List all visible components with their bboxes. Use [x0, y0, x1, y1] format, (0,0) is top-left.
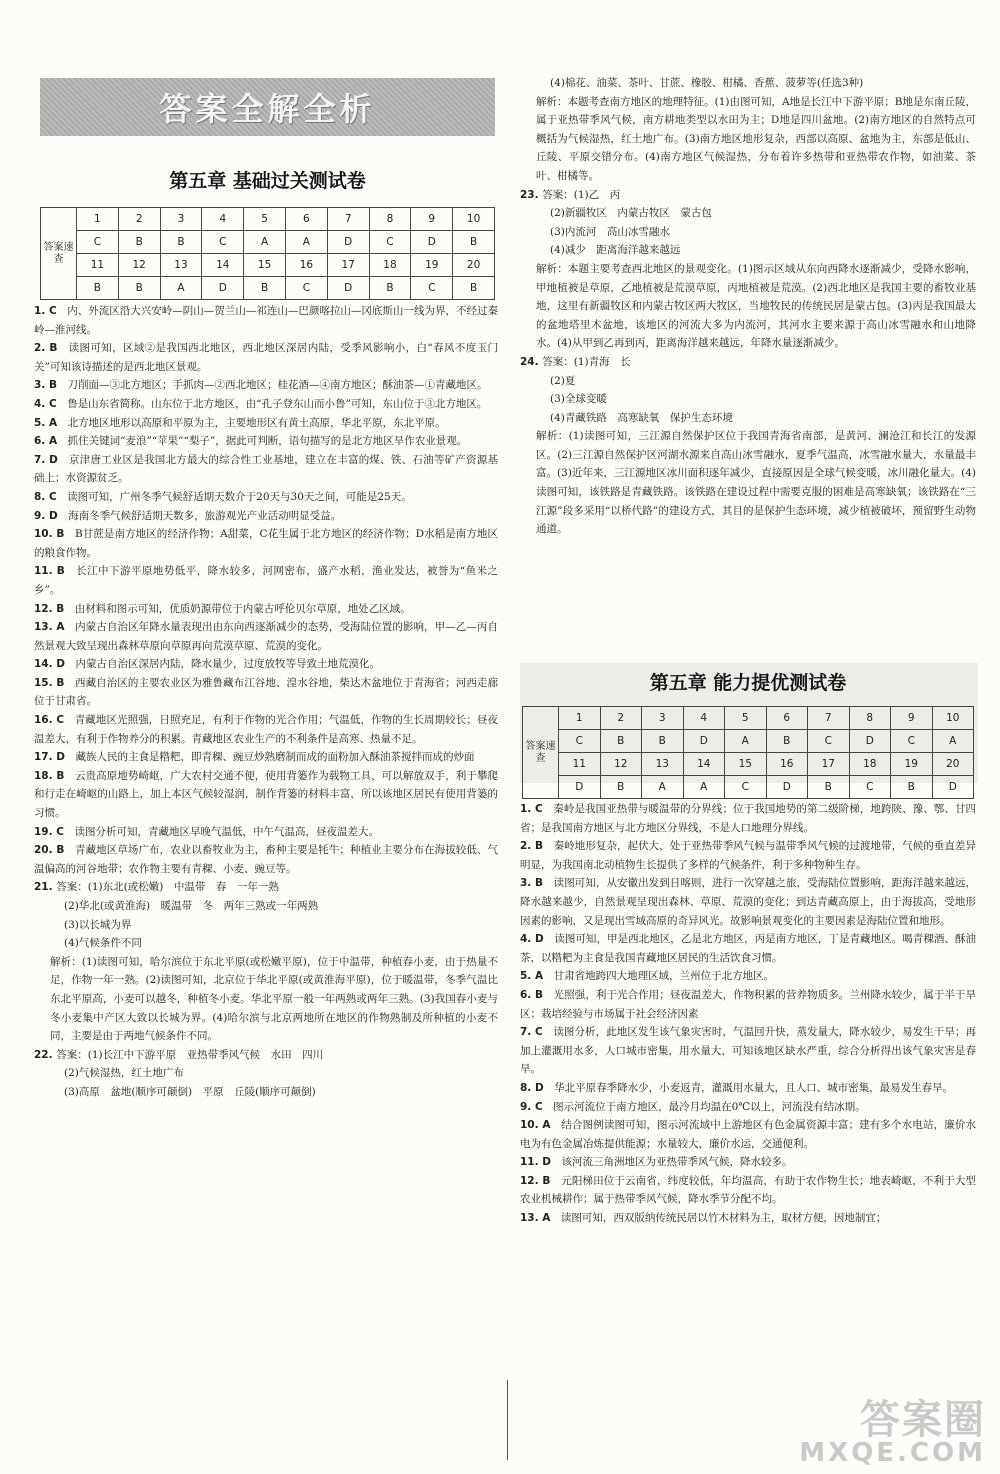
answer-number: 14. D [34, 658, 76, 671]
answer-letter: C [808, 730, 850, 753]
answer-letter: D [202, 277, 244, 300]
answer-explanation: 海南冬季气候舒适期天数多，旅游观光产业活动明显受益。 [68, 509, 342, 522]
answer-item [34, 525, 498, 562]
answer-letter: C [77, 231, 119, 254]
answer-item [34, 841, 498, 878]
right-top-answers [520, 74, 976, 539]
answer-item [520, 930, 976, 967]
question-number: 3 [642, 707, 684, 730]
answer-letter: D [766, 776, 808, 799]
answer-item [34, 655, 498, 674]
answer-explanation: B甘蔗是南方地区的经济作物；A甜菜，C花生属于北方地区的经济作物；D水稻是南方地区的粮食作物。 [34, 528, 498, 559]
answer-line-text: (4)气候条件不同 [64, 937, 142, 950]
answer-line [34, 897, 498, 916]
question-number: 20 [453, 254, 495, 277]
answer-letter: D [327, 277, 369, 300]
answer-letter: B [118, 277, 160, 300]
answer-explanation: 青藏地区草场广布，农业以畜牧业为主，畜种主要是牦牛；种植业主要分布在海拔较低、气温偏高的河谷地带；农作物主要有青稞、小麦、豌豆等。 [34, 844, 499, 875]
answer-line [520, 353, 976, 372]
answer-explanation: 该河流三角洲地区为亚热带季风气候，降水较多。 [561, 1156, 793, 1169]
answer-item [520, 1153, 976, 1172]
answer-number: 2. B [520, 840, 554, 853]
question-number: 13 [642, 753, 684, 776]
answer-letter: C [725, 776, 767, 799]
question-number: 1 [559, 707, 601, 730]
answer-table-advanced [522, 706, 974, 799]
question-number: 11 [77, 254, 119, 277]
answer-explanation: 读图可知，区域②是我国西北地区，西北地区深居内陆，受季风影响小，白“春风不度玉门关”可知该诗描述的是西北地区景观。 [34, 342, 498, 373]
watermark-logo-text: 答案圈 [860, 1397, 986, 1443]
question-number: 16 [285, 254, 327, 277]
answer-line [520, 204, 976, 223]
question-number: 14 [683, 753, 725, 776]
answer-item [34, 674, 498, 711]
answer-line-text: (3)内流河 高山冰雪融水 [550, 225, 670, 238]
answer-letter: C [411, 277, 453, 300]
question-number: 17 [327, 254, 369, 277]
answer-explanation: 抓住关键词“麦浪”“苹果”“梨子”，据此可判断，语句描写的是北方地区旱作农业景观。 [67, 435, 468, 448]
answer-table-row [523, 707, 974, 730]
answer-line [34, 1064, 498, 1083]
answer-number: 20. B [34, 844, 75, 857]
answer-item [34, 339, 498, 376]
question-number: 3 [160, 208, 202, 231]
answer-explanation: 京津唐工业区是我国北方最大的综合性工业基地，建立在丰富的煤、铁、石油等矿产资源基础上；水资源贫乏。 [34, 453, 498, 485]
answer-item [34, 767, 498, 823]
answer-line-text: 答案：(1)长江中下游平原 亚热带季风气候 水田 四川 [56, 1048, 324, 1061]
question-number: 6 [766, 707, 808, 730]
question-number: 11 [559, 753, 601, 776]
question-number: 15 [725, 753, 767, 776]
answer-line [520, 186, 976, 205]
answer-line-text: 答案：(1)青海 长 [542, 355, 631, 368]
answer-number: 9. C [520, 1100, 554, 1113]
answer-letter: B [600, 730, 642, 753]
answer-number: 7. C [520, 1026, 554, 1039]
answer-line-text: (3)全球变暖 [550, 393, 607, 406]
answer-item [34, 376, 498, 395]
question-number: 5 [725, 707, 767, 730]
answer-letter: D [849, 730, 891, 753]
question-number: 16 [766, 753, 808, 776]
answer-number: 11. B [34, 565, 77, 578]
question-number: 2 [600, 707, 642, 730]
answer-number: 15. B [34, 676, 75, 689]
answer-explanation: 读图可知，从安徽出发到日喀则，进行一次穿越之旅，受海陆位置影响，距海洋越来越远，降水越来越少，自然景观呈现出森林、草原、荒漠的变化；到达青藏高原上，由于海拔高，受地形因素的影响，又是现出雪域高原的奇异风光。故影响景观变化的主要因素是海陆位置和地形。 [520, 877, 976, 927]
answer-item [520, 1079, 976, 1098]
answer-item [34, 748, 498, 767]
answer-item [520, 1209, 976, 1228]
answer-item [520, 1172, 976, 1209]
section2-title: 第五章 能力提优测试卷 [649, 672, 847, 694]
answer-item [34, 600, 498, 619]
column-divider [507, 1380, 508, 1460]
answer-letter: C [849, 776, 891, 799]
answer-number: 10. A [520, 1119, 562, 1132]
answer-number: 3. B [34, 379, 68, 392]
answer-line [34, 1046, 498, 1065]
answer-explanation: 结合图例读图可知，图示河流域中上游地区有色金属资源丰富；建有多个水电站，廉价水电为有色金属冶炼提供能源；水量较大，廉价水运，交通便利。 [520, 1119, 976, 1150]
question-number: 12 [118, 254, 160, 277]
question-number: 2 [118, 208, 160, 231]
answer-letter: C [891, 730, 933, 753]
answer-letter: C [559, 730, 601, 753]
answer-number: 8. C [34, 490, 68, 503]
answer-item [520, 986, 976, 1023]
answer-banner: 答案全解全析 [40, 78, 495, 136]
answer-letter: B [77, 277, 119, 300]
answer-item [34, 302, 498, 339]
answer-letter: B [453, 277, 495, 300]
question-number: 13 [160, 254, 202, 277]
answer-item [520, 1023, 976, 1079]
question-number: 20 [932, 753, 974, 776]
answer-letter: C [369, 231, 411, 254]
answer-line [520, 372, 976, 391]
answer-item [34, 711, 498, 748]
answer-explanation: 秦岭地形复杂，起伏大，处于亚热带季风气候与温带季风气候的过渡地带，气候的垂直差异明显，为我国南北动植物生长提供了多样的气候条件，利于多种物种生存。 [520, 840, 976, 871]
answer-line-text: 答案：(1)东北(或松嫩) 中温带 春 一年一熟 [56, 881, 279, 894]
answer-explanation: 图示河流位于南方地区，最冷月均温在0℃以上，河流没有结冰期。 [553, 1100, 866, 1113]
answer-number: 4. D [520, 933, 555, 946]
answer-letter: A [160, 277, 202, 300]
answer-explanation: 藏族人民的主食是糌粑，即青稞、豌豆炒熟磨制而成的面粉加入酥油茶搅拌而成的炒面 [75, 751, 475, 764]
answer-analysis: 解析：本题主要考查西北地区的景观变化。(1)图示区域从东向西降水逐渐减少，受降水影响，甲地植被是草原，乙地植被是荒漠草原，丙地植被是荒漠。(2)西北地区是我国主要的畜牧业基地，这里有新疆牧区和内蒙古牧区两大牧区，当地牧民的传统民居是蒙古包。(3)丙是我国最大的盆地塔里木盆地，该地区的河流大多为内流河，其河水主要来源于高山冰雪融水和山地降水。(4)从甲到乙再到丙，距离海洋越来越远，年降水量逐渐减少。 [536, 262, 976, 350]
answer-table-label: 答案速查 [523, 707, 559, 799]
answer-table-row [523, 753, 974, 776]
answer-table-basic [40, 207, 495, 300]
answer-explanation: 甘肃省地跨四大地理区域，兰州位于北方地区。 [553, 970, 775, 983]
answer-number: 1. C [520, 803, 554, 815]
question-number: 8 [369, 208, 411, 231]
question-number: 6 [285, 208, 327, 231]
question-number: 19 [891, 753, 933, 776]
answer-number: 3. B [520, 877, 554, 890]
answer-explanation: 由材料和图示可知，优质奶源带位于内蒙古呼伦贝尔草原，地处乙区域。 [74, 602, 411, 615]
answer-explanation: 读图可知，西双版纳传统民居以竹木材料为主，取材方便，因地制宜； [560, 1212, 887, 1225]
answer-letter: D [932, 776, 974, 799]
answer-item [34, 395, 498, 414]
answer-letter: B [369, 277, 411, 300]
answer-explanation: 云贵高原地势崎岖，广大农村交通不便，使用背篓作为载物工具，可以解放双手，利于攀爬和行走在崎岖的山路上，加上本区气候较湿润，制作背篓的材料丰富，所以该地区居民有使用背篓的习惯。 [34, 769, 499, 820]
answer-explanation: 读图可知，甲是西北地区，乙是北方地区，丙是南方地区，丁是青藏地区。喝青稞酒、酥油茶，以糌粑为主食是我国青藏地区居民的生活饮食习惯。 [520, 933, 976, 964]
answer-line-text: (2)气候湿热，红土地广布 [64, 1067, 184, 1080]
answer-table-row [41, 208, 495, 231]
answer-line-text: (2)夏 [550, 374, 576, 387]
answer-number: 6. B [520, 988, 554, 1001]
question-number: 18 [369, 254, 411, 277]
answer-number: 13. A [520, 1212, 561, 1225]
answer-line-text: 答案：(1)乙 丙 [542, 188, 621, 201]
question-number: 4 [202, 208, 244, 231]
answer-letter: A [725, 730, 767, 753]
answer-explanation: 读图可知，广州冬季气候舒适期天数介于20天与30天之间，可能是25天。 [67, 490, 412, 503]
answer-table-label: 答案速查 [41, 208, 77, 300]
answer-number: 5. A [520, 970, 554, 983]
question-number: 19 [411, 254, 453, 277]
question-number: 12 [600, 753, 642, 776]
answer-explanation: 西藏自治区的主要农业区为雅鲁藏布江谷地、湟水谷地，柴达木盆地位于青海省；河西走廊位于甘肃省。 [34, 676, 499, 708]
answer-number: 17. D [34, 751, 76, 764]
answer-number: 24. [520, 355, 543, 368]
answer-number: 12. B [34, 602, 75, 615]
answer-line-text: (4)减少 距离海洋越来越远 [550, 244, 681, 257]
answer-letter: B [766, 730, 808, 753]
answer-number: 2. B [34, 342, 69, 355]
question-number: 9 [411, 208, 453, 231]
answer-letter: A [932, 730, 974, 753]
answer-item [34, 432, 498, 451]
answer-letter: B [600, 776, 642, 799]
watermark [799, 1397, 986, 1468]
answer-item [34, 823, 498, 842]
question-number: 18 [849, 753, 891, 776]
right-answer-list [520, 800, 976, 1228]
answer-explanation: 长江中下游平原地势低平，降水较多，河网密布，盛产水稻，渔业发达，被誉为“鱼米之乡”。 [34, 565, 498, 596]
answer-item [34, 507, 498, 526]
question-number: 9 [891, 707, 933, 730]
answer-table-row [41, 231, 495, 254]
answer-explanation: 读图分析，此地区发生该气象灾害时，气温回升快，蒸发量大，降水较少，易发生干旱；再加上灌溉用水多，人口城市密集，用水量大，可知该地区缺水严重，综合分析得出该气象灾害是春旱。 [520, 1026, 976, 1076]
answer-letter: B [118, 231, 160, 254]
question-number: 15 [244, 254, 286, 277]
answer-letter: B [642, 730, 684, 753]
answer-letter: D [327, 231, 369, 254]
answer-line [34, 878, 498, 897]
left-answer-list [34, 302, 498, 1102]
answer-explanation: 青藏地区光照强，日照充足，有利于作物的光合作用；气温低，作物的生长周期较长；昼夜温差大，有利于作物养分的积累。青藏地区农业生产的不利条件是高寒、热量不足。 [34, 714, 498, 745]
answer-letter: A [285, 231, 327, 254]
question-number: 17 [808, 753, 850, 776]
answer-item [520, 874, 976, 930]
answer-line [520, 390, 976, 409]
watermark-url: MXQE.COM [799, 1438, 986, 1468]
question-number: 14 [202, 254, 244, 277]
answer-number: 7. D [34, 453, 69, 466]
answer-explanation: 内、外流区沿大兴安岭—阴山—贺兰山—祁连山—巴颜喀拉山—冈底斯山一线为界，不经过秦岭—淮河线。 [34, 305, 499, 336]
question-number: 4 [683, 707, 725, 730]
answer-line-text: (4)青藏铁路 高寒缺氧 保护生态环境 [550, 411, 733, 424]
answer-line [520, 409, 976, 428]
question-number: 5 [244, 208, 286, 231]
answer-item [520, 1098, 976, 1117]
answer-line-text: (3)高原 盆地(顺序可颠倒) 平原 丘陵(顺序可颠倒) [64, 1085, 316, 1098]
answer-item [34, 414, 498, 433]
answer-explanation: 内蒙古自治区年降水量表现出由东向西逐渐减少的态势，受海陆位置的影响，甲—乙—丙自然景观大致呈现出森林草原向草原再向荒漠草原、荒漠的变化。 [34, 621, 498, 652]
answer-number: 9. D [34, 509, 69, 522]
question-number: 7 [327, 208, 369, 231]
answer-number: 8. D [520, 1081, 555, 1094]
answer-analysis: 解析：(1)读图可知，哈尔滨位于东北平原(或松嫩平原)，位于中温带，种植春小麦，由于热量不足，作物一年一熟。(2)读图可知，北京位于华北平原(或黄淮海平原)，位于暖温带，冬季气温比东北平原高，小麦可以越冬，种植冬小麦。华北平原一般一年两熟或两年三熟。(3)我国春小麦与冬小麦集中产区大致以长城为界。(4)哈尔滨与北京两地所在地区的作物熟制及所种植的小麦不同，主要是由于两地气候条件不同。 [50, 955, 498, 1043]
answer-explanation: 元阳梯田位于云南省，纬度较低，年均温高，有助于农作物生长；地表崎岖，不利于大型农业机械耕作；属于热带季风气候，降水季节分配不均。 [520, 1174, 977, 1206]
answer-item [520, 837, 976, 874]
answer-letter: B [891, 776, 933, 799]
answer-number: 1. C [34, 305, 68, 317]
answer-letter: B [160, 231, 202, 254]
section1-title: 第五章 基础过关测试卷 [169, 170, 366, 192]
answer-number: 16. C [34, 714, 75, 727]
answer-number: 23. [520, 188, 543, 201]
answer-item [34, 562, 498, 599]
question-number: 7 [808, 707, 850, 730]
answer-explanation: 北方地区地形以高原和平原为主，主要地形区有黄土高原，华北平原，东北平原。 [67, 416, 446, 429]
answer-number: 21. [34, 881, 57, 894]
answer-letter: B [808, 776, 850, 799]
answer-table-row [41, 254, 495, 277]
answer-item [34, 488, 498, 507]
answer-line [34, 916, 498, 935]
answer-number: 12. B [520, 1174, 562, 1187]
answer-letter: D [683, 730, 725, 753]
answer-line-text: (2)华北(或黄淮海) 暖温带 冬 两年三熟或一年两熟 [64, 900, 319, 912]
answer-analysis: 解析：(1)读图可知，三江源自然保护区位于我国青海省南部，是黄河、澜沧江和长江的发源区。(2)三江源自然保护区河湖水源来自高山冰雪融水，夏季气温高，冰雪融水量大，水量最丰富。(3)近年来，三江源地区冰川面积逐年减少，直接原因是全球气候变暖，冰川融化量大。(4)读图可知，该铁路是青藏铁路。该铁路在建设过程中需要克服的困难是高寒缺氧；该铁路在“三江源”段多采用“以桥代路”的建设方式，其目的是保护生态环境，减少植被破坏，预留野生动物通道。 [536, 430, 976, 536]
answer-number: 5. A [34, 416, 68, 429]
answer-number: 4. C [34, 397, 68, 410]
answer-analysis: 解析：本题考查南方地区的地理特征。(1)由图可知，A地是长江中下游平原；B地是东南丘陵，属于亚热带季风气候，南方耕地类型以水田为主；D地是四川盆地。(2)南方地区的自然特点可概括为气候湿热，红土地广布。(3)南方地区地形复杂，西部以高原、盆地为主，东部是低山、丘陵、平原交错分布。(4)南方地区气候湿热，分布着许多热带和亚热带农作物，如油菜、茶叶、柑橘等。 [536, 95, 976, 182]
answer-line: (4)棉花、油菜、茶叶、甘蔗、橡胶、柑橘、香蕉、菠萝等(任选3种) [550, 77, 864, 89]
answer-letter: D [559, 776, 601, 799]
answer-explanation: 刀削面—③北方地区；手抓肉—②西北地区；桂花酒—④南方地区；酥油茶—①青藏地区。 [67, 379, 488, 392]
answer-number: 19. C [34, 825, 75, 838]
answer-number: 22. [34, 1048, 57, 1061]
question-number: 10 [932, 707, 974, 730]
answer-explanation: 光照强，利于光合作用；昼夜温差大，作物积累的营养物质多。兰州降水较少，属于半干旱区；栽培经验与市场属于社会经济因素 [520, 988, 976, 1020]
answer-explanation: 内蒙古自治区深居内陆，降水量少，过度放牧等导致土地荒漠化。 [75, 658, 380, 671]
answer-table-row [523, 776, 974, 799]
answer-explanation: 华北平原春季降水少，小麦返青，灌溉用水量大，且人口、城市密集，最易发生春旱。 [554, 1081, 954, 1094]
answer-explanation: 读图分析可知，青藏地区早晚气温低，中午气温高，昼夜温差大。 [74, 825, 379, 838]
answer-line [34, 934, 498, 953]
answer-number: 6. A [34, 435, 68, 448]
question-number: 10 [453, 208, 495, 231]
answer-item [34, 618, 498, 655]
answer-item [520, 967, 976, 986]
answer-letter: A [244, 231, 286, 254]
question-number: 1 [77, 208, 119, 231]
answer-line [520, 241, 976, 260]
answer-letter: B [244, 277, 286, 300]
answer-letter: B [453, 231, 495, 254]
answer-letter: D [411, 231, 453, 254]
answer-table-row [41, 277, 495, 300]
answer-number: 13. A [34, 621, 76, 634]
answer-letter: C [285, 277, 327, 300]
answer-explanation: 鲁是山东省简称。山东位于北方地区，由“孔子登东山而小鲁”可知，东山位于③北方地区。 [67, 397, 488, 410]
answer-item [520, 800, 976, 837]
answer-letter: A [642, 776, 684, 799]
answer-item [34, 451, 498, 488]
answer-number: 11. D [520, 1156, 562, 1169]
answer-line [520, 223, 976, 242]
answer-line-text: (3)以长城为界 [64, 918, 132, 931]
answer-number: 10. B [34, 528, 75, 541]
answer-letter: A [683, 776, 725, 799]
question-number: 8 [849, 707, 891, 730]
answer-letter: C [202, 231, 244, 254]
answer-number: 18. B [34, 769, 75, 782]
answer-line [34, 1083, 498, 1102]
answer-explanation: 秦岭是我国亚热带与暖温带的分界线；位于我国地势的第二级阶梯，地跨陕、豫、鄂、甘四省；是我国南方地区与北方地区分界线，不是人口地理分界线。 [520, 803, 976, 834]
answer-line-text: (2)新疆牧区 内蒙古牧区 蒙古包 [550, 207, 712, 220]
answer-table-row [523, 730, 974, 753]
answer-item [520, 1116, 976, 1153]
